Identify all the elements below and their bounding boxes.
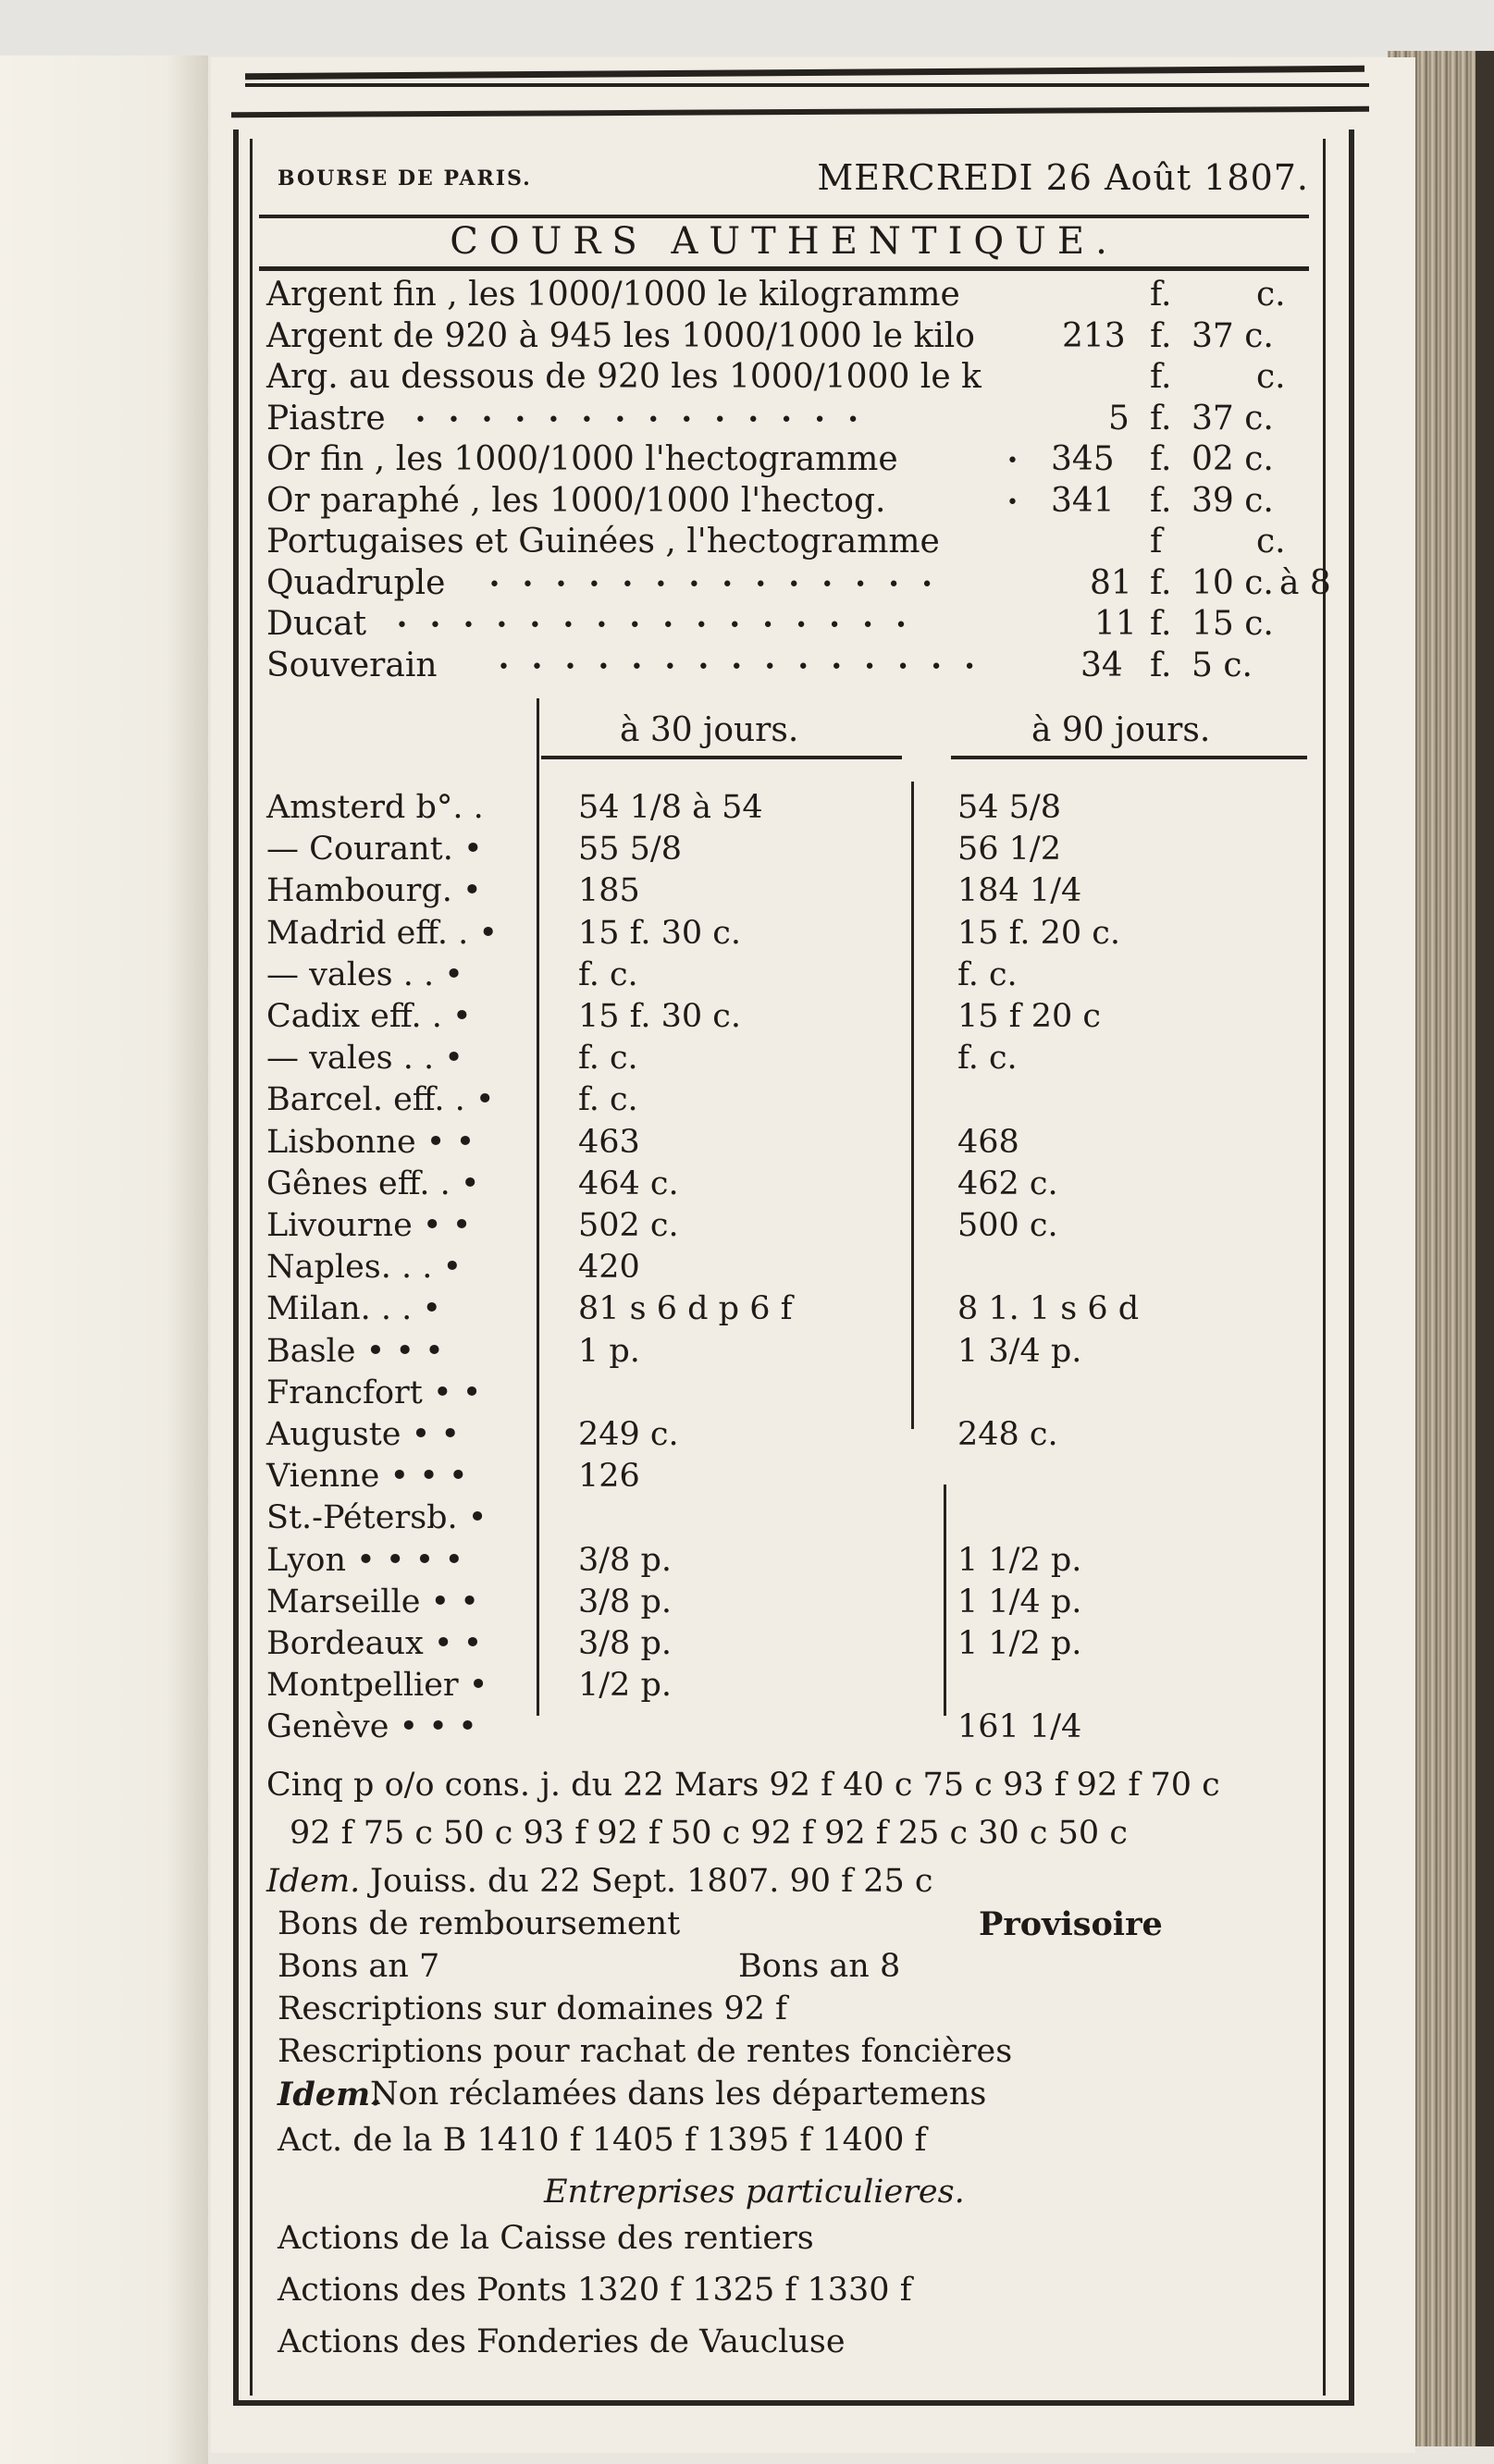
exchange-city: Francfort • • [266, 1374, 482, 1411]
exchange-city: Marseille • • [266, 1583, 479, 1620]
rate-30-jours: 420 [578, 1249, 640, 1287]
idem-label: Idem. [266, 1863, 361, 1900]
section-title: COURS AUTHENTIQUE. [450, 220, 1118, 263]
metal-row [266, 605, 1309, 647]
actions-ponts: Actions des Ponts 1320 f 1325 f 1330 f [278, 2272, 912, 2309]
rate-90-jours: 468 [957, 1123, 1019, 1161]
col-90-jours: à 90 jours. [1031, 711, 1211, 749]
rate-90-jours: 1 1/4 p. [957, 1583, 1082, 1620]
rate-30-jours: 15 f. 30 c. [578, 914, 742, 952]
rate-30-jours: 249 c. [578, 1416, 679, 1453]
metal-francs: 213 [1062, 316, 1126, 355]
metal-franc-unit: f [1150, 523, 1163, 561]
metal-row [266, 276, 1309, 317]
actions-fonderies: Actions des Fonderies de Vaucluse [278, 2323, 846, 2360]
metal-row [266, 482, 1309, 524]
cinq-pour-cent-line2: 92 f 75 c 50 c 93 f 92 f 50 c 92 f 92 f 25 c 30 c 50 c [290, 1815, 1128, 1852]
exchange-city: — vales . . • [266, 1040, 463, 1078]
exchange-vertical-3 [944, 1485, 946, 1716]
col-30-jours: à 30 jours. [620, 711, 799, 749]
metal-row [266, 563, 1331, 606]
rate-90-jours: 184 1/4 [957, 872, 1082, 910]
rate-30-jours: 464 c. [578, 1164, 679, 1202]
cinq-pour-cent-line1: Cinq p o/o cons. j. du 22 Mars 92 f 40 c 75 c 93 f 92 f 70 c [266, 1767, 1220, 1804]
metal-francs: 5 [1108, 399, 1130, 437]
exchange-city: Amsterd b°. . [266, 789, 484, 826]
metal-name: Arg. au dessous de 920 les 1000/1000 le k [266, 358, 982, 396]
rate-90-jours: 1 3/4 p. [957, 1332, 1082, 1370]
metal-name: Ducat [266, 605, 367, 643]
actions-banque: Act. de la B 1410 f 1405 f 1395 f 1400 f [278, 2122, 927, 2159]
metal-centimes: 5 c. [1191, 646, 1253, 684]
rate-90-jours: 54 5/8 [957, 789, 1061, 826]
section-rule [259, 266, 1309, 271]
metal-name: Souverain [266, 646, 438, 684]
metal-francs: 34 [1080, 646, 1123, 684]
metal-name: Or paraphé , les 1000/1000 l'hectog. [266, 481, 886, 520]
metal-franc-unit: f. [1150, 481, 1172, 520]
metal-row [266, 647, 1309, 688]
metal-franc-unit: f. [1150, 358, 1172, 396]
exchange-city: Genève • • • [266, 1708, 477, 1746]
idem2-label: Idem. [278, 2076, 382, 2113]
metal-franc-unit: f. [1150, 399, 1172, 437]
left-facing-page [0, 55, 208, 2464]
header-row [259, 157, 1309, 198]
rate-90-jours: 248 c. [957, 1416, 1058, 1453]
rate-30-jours: 126 [578, 1458, 640, 1496]
rate-30-jours: f. c. [578, 955, 638, 993]
leader-dots: • [1006, 450, 1026, 473]
scan-background [0, 0, 1494, 55]
rate-90-jours: 1 1/2 p. [957, 1625, 1082, 1662]
exchange-city: Bordeaux • • [266, 1625, 483, 1662]
bourse-title: BOURSE DE PARIS. [278, 166, 532, 191]
metal-name: Or fin , les 1000/1000 l'hectogramme [266, 440, 898, 478]
inner-left-rule [250, 139, 253, 2396]
exchange-city: Cadix eff. . • [266, 998, 472, 1035]
entreprises-heading: Entreprises particulieres. [544, 2174, 965, 2211]
exchange-city: Madrid eff. . • [266, 914, 499, 952]
leader-dots: • • • • • • • • • • • • • • • [498, 655, 983, 679]
rate-30-jours: 463 [578, 1123, 640, 1161]
leader-dots: • • • • • • • • • • • • • • [414, 408, 867, 432]
metals-list [266, 276, 1331, 687]
exchange-vertical-2 [911, 782, 914, 1429]
metal-centimes: c. [1256, 358, 1286, 396]
exchange-divider-left [537, 698, 539, 763]
leader-dots: • • • • • • • • • • • • • • [488, 573, 941, 597]
bons-an-7: Bons an 7 [278, 1948, 440, 1985]
rate-30-jours: f. c. [578, 1040, 638, 1078]
metal-franc-unit: f. [1150, 440, 1172, 478]
metal-centimes: c. [1256, 523, 1286, 561]
metal-francs: 341 [1051, 481, 1115, 520]
exchange-city: Montpellier • [266, 1667, 488, 1705]
metal-name: Argent de 920 à 945 les 1000/1000 le kilo [266, 316, 975, 355]
exchange-city: St.-Pétersb. • [266, 1499, 488, 1537]
exchange-header-rule-2 [951, 756, 1307, 759]
leader-dots: • [1006, 490, 1026, 514]
rescriptions-domaines: Rescriptions sur domaines 92 f [278, 1990, 787, 2027]
exchange-city: Lisbonne • • [266, 1123, 475, 1161]
inner-right-rule [1323, 139, 1326, 2396]
exchange-city: Livourne • • [266, 1207, 472, 1244]
non-reclamees: Non réclamées dans les départemens [370, 2076, 987, 2113]
rate-30-jours: 3/8 p. [578, 1541, 672, 1579]
rescriptions-rachat: Rescriptions pour rachat de rentes foncières [278, 2033, 1013, 2070]
rate-90-jours: 1 1/2 p. [957, 1541, 1082, 1579]
metal-row [266, 400, 1309, 441]
rate-90-jours: 15 f 20 c [957, 998, 1102, 1035]
idem-jouissance: Jouiss. du 22 Sept. 1807. 90 f 25 c [370, 1863, 933, 1900]
rate-90-jours: f. c. [957, 955, 1018, 993]
metal-francs: 81 [1090, 563, 1132, 602]
rate-90-jours: 462 c. [957, 1164, 1058, 1202]
rate-90-jours: 15 f. 20 c. [957, 914, 1121, 952]
header-rule [259, 215, 1309, 218]
metal-centimes: 10 c. [1191, 563, 1274, 602]
metal-francs: 345 [1051, 440, 1115, 478]
rate-90-jours: 8 1. 1 s 6 d [957, 1290, 1140, 1328]
metal-extra: à 8 [1279, 563, 1331, 602]
metal-name: Quadruple [266, 563, 446, 602]
rate-90-jours: 56 1/2 [957, 831, 1061, 869]
metal-centimes: 02 c. [1191, 440, 1274, 478]
bons-an-8: Bons an 8 [738, 1948, 901, 1985]
metal-franc-unit: f. [1150, 646, 1172, 684]
rate-30-jours: 54 1/8 à 54 [578, 789, 763, 826]
rate-30-jours: 185 [578, 872, 640, 910]
metal-franc-unit: f. [1150, 563, 1172, 602]
metal-centimes: 37 c. [1191, 399, 1274, 437]
metal-franc-unit: f. [1150, 605, 1172, 643]
exchange-table [259, 698, 1309, 1771]
bons-remboursement: Bons de remboursement [278, 1905, 681, 1942]
rate-30-jours: 15 f. 30 c. [578, 998, 742, 1035]
exchange-city: Gênes eff. . • [266, 1164, 480, 1202]
exchange-city: Milan. . . • [266, 1290, 442, 1328]
rate-90-jours: f. c. [957, 1040, 1018, 1078]
rate-90-jours: 500 c. [957, 1207, 1058, 1244]
exchange-city: Naples. . . • [266, 1249, 463, 1287]
metal-row [266, 358, 1309, 400]
exchange-city: Vienne • • • [266, 1458, 468, 1496]
metal-row [266, 317, 1309, 359]
rate-30-jours: 3/8 p. [578, 1625, 672, 1662]
rate-30-jours: f. c. [578, 1081, 638, 1119]
exchange-city: Lyon • • • • [266, 1541, 464, 1579]
metal-centimes: 39 c. [1191, 481, 1274, 520]
metal-centimes: 37 c. [1191, 316, 1274, 355]
rate-30-jours: 502 c. [578, 1207, 679, 1244]
metal-row [266, 523, 1309, 564]
metal-name: Portugaises et Guinées , l'hectogramme [266, 523, 940, 561]
leader-dots: • • • • • • • • • • • • • • • • [396, 614, 915, 637]
exchange-city: — vales . . • [266, 955, 463, 993]
rate-30-jours: 81 s 6 d p 6 f [578, 1290, 793, 1328]
exchange-city: Barcel. eff. . • [266, 1081, 495, 1119]
exchange-vertical-1 [537, 763, 539, 1716]
exchange-city: — Courant. • [266, 831, 483, 869]
exchange-city: Auguste • • [266, 1416, 461, 1453]
metal-franc-unit: f. [1150, 276, 1172, 314]
rate-30-jours: 3/8 p. [578, 1583, 672, 1620]
rate-30-jours: 1 p. [578, 1332, 640, 1370]
metal-francs: 11 [1094, 605, 1137, 643]
metal-centimes: c. [1256, 276, 1286, 314]
exchange-header-rule-1 [541, 756, 902, 759]
metal-row [266, 440, 1309, 482]
exchange-city: Basle • • • [266, 1332, 444, 1370]
metal-name: Piastre [266, 399, 386, 437]
metal-centimes: 15 c. [1191, 605, 1274, 643]
actions-caisse-rentiers: Actions de la Caisse des rentiers [278, 2220, 814, 2257]
metal-franc-unit: f. [1150, 316, 1172, 355]
provisoire: Provisoire [979, 1905, 1163, 1943]
rate-90-jours: 161 1/4 [957, 1708, 1082, 1746]
bulletin-date: MERCREDI 26 Août 1807. [817, 157, 1309, 198]
top-rule-2 [245, 83, 1369, 87]
metal-name: Argent fin , les 1000/1000 le kilogramme [266, 276, 960, 314]
rate-30-jours: 55 5/8 [578, 831, 682, 869]
exchange-city: Hambourg. • [266, 872, 482, 910]
rate-30-jours: 1/2 p. [578, 1667, 672, 1705]
